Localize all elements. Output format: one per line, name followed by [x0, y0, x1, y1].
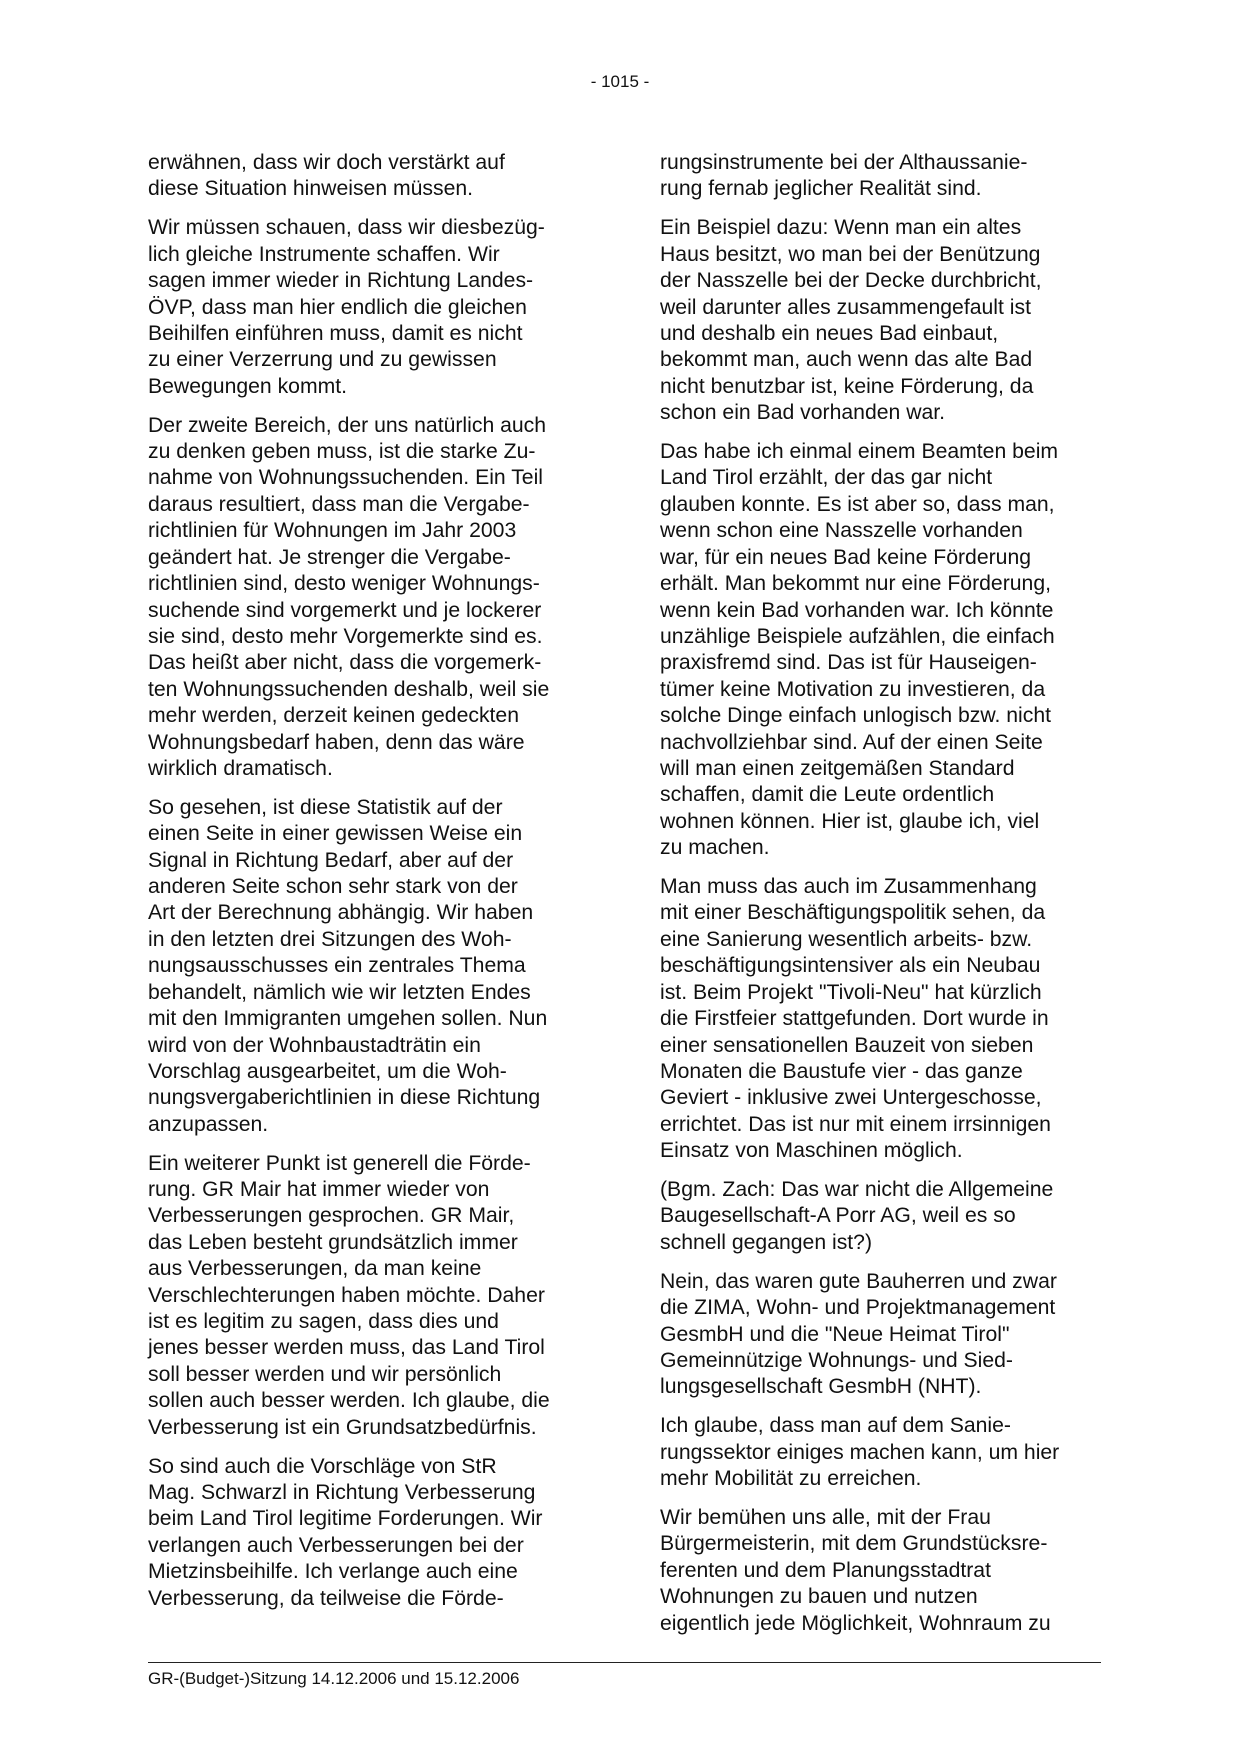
paragraph: [148, 413, 598, 783]
text-line: Verbesserung, da teilweise die Förde-: [148, 1586, 504, 1610]
paragraph: [148, 795, 598, 1138]
text-line: sollen auch besser werden. Ich glaube, die: [148, 1389, 550, 1413]
text-line: solche Dinge einfach unlogisch bzw. nicht: [660, 704, 1052, 728]
text-line: rung. GR Mair hat immer wieder von: [148, 1178, 490, 1202]
text-line: wird von der Wohnbaustadträtin ein: [148, 1033, 481, 1057]
text-line: Ein weiterer Punkt ist generell die Förde-: [148, 1151, 531, 1175]
text-line: Signal in Richtung Bedarf, aber auf der: [148, 848, 514, 872]
text-line: nahme von Wohnungssuchenden. Ein Teil: [148, 466, 543, 490]
text-line: Baugesellschaft-A Porr AG, weil es so: [660, 1204, 1016, 1228]
text-line: verlangen auch Verbesserungen bei der: [148, 1533, 524, 1557]
text-line: einen Seite in einer gewissen Weise ein: [148, 822, 523, 846]
text-line: Geviert - inklusive zwei Untergeschosse,: [660, 1086, 1042, 1110]
paragraph: [148, 1151, 598, 1441]
text-line: die ZIMA, Wohn- und Projektmanagement: [660, 1296, 1056, 1320]
text-line: sagen immer wieder in Richtung Landes-: [148, 269, 534, 293]
text-line: war, für ein neues Bad keine Förderung: [660, 545, 1032, 569]
text-line: Ich glaube, dass man auf dem Sanie-: [660, 1414, 1011, 1438]
text-line: ist. Beim Projekt "Tivoli-Neu" hat kürzlich: [660, 980, 1042, 1004]
text-line: Mietzinsbeihilfe. Ich verlange auch eine: [148, 1560, 518, 1584]
text-line: nicht benutzbar ist, keine Förderung, da: [660, 374, 1034, 398]
text-line: praxisfremd sind. Das ist für Hauseigen-: [660, 651, 1037, 675]
text-line: geändert hat. Je strenger die Vergabe-: [148, 545, 511, 569]
text-line: das Leben besteht grundsätzlich immer: [148, 1230, 518, 1254]
text-line: (Bgm. Zach: Das war nicht die Allgemeine: [660, 1178, 1054, 1202]
text-line: tümer keine Motivation zu investieren, da: [660, 677, 1046, 701]
text-line: lich gleiche Instrumente schaffen. Wir: [148, 242, 500, 266]
text-line: anzupassen.: [148, 1112, 269, 1136]
text-line: in den letzten drei Sitzungen des Woh-: [148, 927, 512, 951]
text-line: erwähnen, dass wir doch verstärkt auf: [148, 151, 505, 174]
text-line: eigentlich jede Möglichkeit, Wohnraum zu: [660, 1611, 1051, 1635]
paragraph: [148, 215, 598, 400]
text-line: der Nasszelle bei der Decke durchbricht,: [660, 269, 1042, 293]
text-line: jenes besser werden muss, das Land Tirol: [148, 1336, 545, 1360]
text-line: Verbesserung ist ein Grundsatzbedürfnis.: [148, 1415, 537, 1439]
text-line: ferenten und dem Planungsstadtrat: [660, 1558, 991, 1582]
text-line: glauben konnte. Es ist aber so, dass man,: [660, 492, 1055, 516]
text-line: weil darunter alles zusammengefault ist: [660, 295, 1031, 319]
text-line: unzählige Beispiele aufzählen, die einfach: [660, 624, 1055, 648]
text-line: Das habe ich einmal einem Beamten beim: [660, 440, 1059, 464]
paragraph: [660, 1413, 1110, 1492]
text-line: Man muss das auch im Zusammenhang: [660, 875, 1037, 899]
text-line: diese Situation hinweisen müssen.: [148, 177, 474, 201]
text-line: Bürgermeisterin, mit dem Grundstücksre-: [660, 1532, 1048, 1556]
text-line: anderen Seite schon sehr stark von der: [148, 875, 518, 899]
text-line: mit einer Beschäftigungspolitik sehen, da: [660, 901, 1046, 925]
text-line: Gemeinnützige Wohnungs- und Sied-: [660, 1348, 1013, 1372]
paragraph: [660, 1269, 1110, 1401]
text-line: nungsausschusses ein zentrales Thema: [148, 954, 526, 978]
text-line: Wohnungen zu bauen und nutzen: [660, 1585, 978, 1609]
text-line: beschäftigungsintensiver als ein Neubau: [660, 954, 1041, 978]
text-line: Wir bemühen uns alle, mit der Frau: [660, 1506, 991, 1529]
text-line: will man einen zeitgemäßen Standard: [660, 756, 1015, 780]
text-line: zu einer Verzerrung und zu gewissen: [148, 348, 497, 372]
text-line: Bewegungen kommt.: [148, 374, 348, 398]
text-line: lungsgesellschaft GesmbH (NHT).: [660, 1375, 982, 1399]
text-line: schon ein Bad vorhanden war.: [660, 401, 946, 425]
text-line: GesmbH und die "Neue Heimat Tirol": [660, 1322, 1010, 1346]
text-line: rung fernab jeglicher Realität sind.: [660, 177, 982, 201]
text-line: mehr Mobilität zu erreichen.: [660, 1467, 922, 1491]
text-line: So gesehen, ist diese Statistik auf der: [148, 795, 503, 819]
paragraph: [660, 150, 1110, 203]
text-line: und deshalb ein neues Bad einbaut,: [660, 321, 999, 345]
page-number: - 1015 -: [590, 72, 650, 91]
text-line: schnell gegangen ist?): [660, 1230, 873, 1254]
text-line: Verbesserungen gesprochen. GR Mair,: [148, 1204, 515, 1228]
text-line: wenn kein Bad vorhanden war. Ich könnte: [660, 598, 1054, 622]
paragraph: [660, 439, 1110, 862]
text-line: ÖVP, dass man hier endlich die gleichen: [148, 295, 527, 319]
text-line: Verschlechterungen haben möchte. Daher: [148, 1283, 545, 1307]
text-line: daraus resultiert, dass man die Vergabe-: [148, 492, 530, 516]
text-line: Vorschlag ausgearbeitet, um die Woh-: [148, 1059, 507, 1083]
text-line: mehr werden, derzeit keinen gedeckten: [148, 704, 519, 728]
text-line: die Firstfeier stattgefunden. Dort wurde in: [660, 1007, 1049, 1031]
text-line: soll besser werden und wir persönlich: [148, 1362, 502, 1386]
footer-session-label: GR-(Budget-)Sitzung 14.12.2006 und 15.12.2006: [148, 1669, 520, 1688]
text-line: nungsvergaberichtlinien in diese Richtung: [148, 1086, 541, 1110]
paragraph: [148, 150, 598, 203]
text-line: nachvollziehbar sind. Auf der einen Seite: [660, 730, 1043, 754]
text-line: Das heißt aber nicht, dass die vorgemerk-: [148, 651, 542, 675]
text-line: richtlinien für Wohnungen im Jahr 2003: [148, 519, 517, 543]
text-line: Nein, das waren gute Bauherren und zwar: [660, 1269, 1057, 1293]
text-line: Der zweite Bereich, der uns natürlich auch: [148, 413, 547, 437]
text-line: Einsatz von Maschinen möglich.: [660, 1139, 963, 1163]
text-line: ten Wohnungssuchenden deshalb, weil sie: [148, 677, 550, 701]
text-line: Mag. Schwarzl in Richtung Verbesserung: [148, 1481, 536, 1504]
text-line: Art der Berechnung abhängig. Wir haben: [148, 901, 534, 925]
paragraph: [148, 1454, 598, 1612]
left-column: [148, 150, 598, 1625]
text-line: bekommt man, auch wenn das alte Bad: [660, 348, 1033, 372]
text-line: erhält. Man bekommt nur eine Förderung,: [660, 572, 1051, 596]
text-line: richtlinien sind, desto weniger Wohnungs-: [148, 572, 540, 596]
text-line: Haus besitzt, wo man bei der Benützung: [660, 242, 1041, 266]
text-line: zu denken geben muss, ist die starke Zu-: [148, 440, 536, 464]
text-line: behandelt, nämlich wie wir letzten Endes: [148, 980, 531, 1004]
paragraph: [660, 1505, 1110, 1637]
right-column: [660, 150, 1110, 1650]
text-line: wohnen können. Hier ist, glaube ich, viel: [660, 809, 1040, 833]
paragraph: [660, 1177, 1110, 1256]
footer-divider: [148, 1662, 1101, 1663]
text-line: beim Land Tirol legitime Forderungen. Wir: [148, 1507, 543, 1531]
text-line: aus Verbesserungen, da man keine: [148, 1257, 482, 1281]
text-line: rungssektor einiges machen kann, um hier: [660, 1440, 1060, 1464]
text-line: wenn schon eine Nasszelle vorhanden: [660, 519, 1023, 543]
text-line: schaffen, damit die Leute ordentlich: [660, 783, 995, 807]
text-line: Land Tirol erzählt, der das gar nicht: [660, 466, 993, 490]
text-line: suchende sind vorgemerkt und je lockerer: [148, 598, 542, 622]
text-line: Monaten die Baustufe vier - das ganze: [660, 1059, 1023, 1083]
text-line: Ein Beispiel dazu: Wenn man ein altes: [660, 216, 1022, 240]
paragraph: [660, 215, 1110, 426]
text-line: Wir müssen schauen, dass wir diesbezüg-: [148, 216, 545, 240]
text-line: sie sind, desto mehr Vorgemerkte sind es.: [148, 624, 543, 648]
text-line: errichtet. Das ist nur mit einem irrsinnigen: [660, 1112, 1051, 1136]
text-line: rungsinstrumente bei der Althaussanie-: [660, 151, 1028, 174]
text-line: einer sensationellen Bauzeit von sieben: [660, 1033, 1034, 1057]
text-line: ist es legitim zu sagen, dass dies und: [148, 1310, 499, 1334]
text-line: Beihilfen einführen muss, damit es nicht: [148, 321, 523, 345]
text-line: wirklich dramatisch.: [148, 756, 333, 780]
text-line: mit den Immigranten umgehen sollen. Nun: [148, 1007, 548, 1031]
text-line: eine Sanierung wesentlich arbeits- bzw.: [660, 927, 1033, 951]
text-line: Wohnungsbedarf haben, denn das wäre: [148, 730, 525, 754]
text-line: So sind auch die Vorschläge von StR: [148, 1454, 497, 1478]
text-line: zu machen.: [660, 836, 770, 860]
paragraph: [660, 874, 1110, 1164]
